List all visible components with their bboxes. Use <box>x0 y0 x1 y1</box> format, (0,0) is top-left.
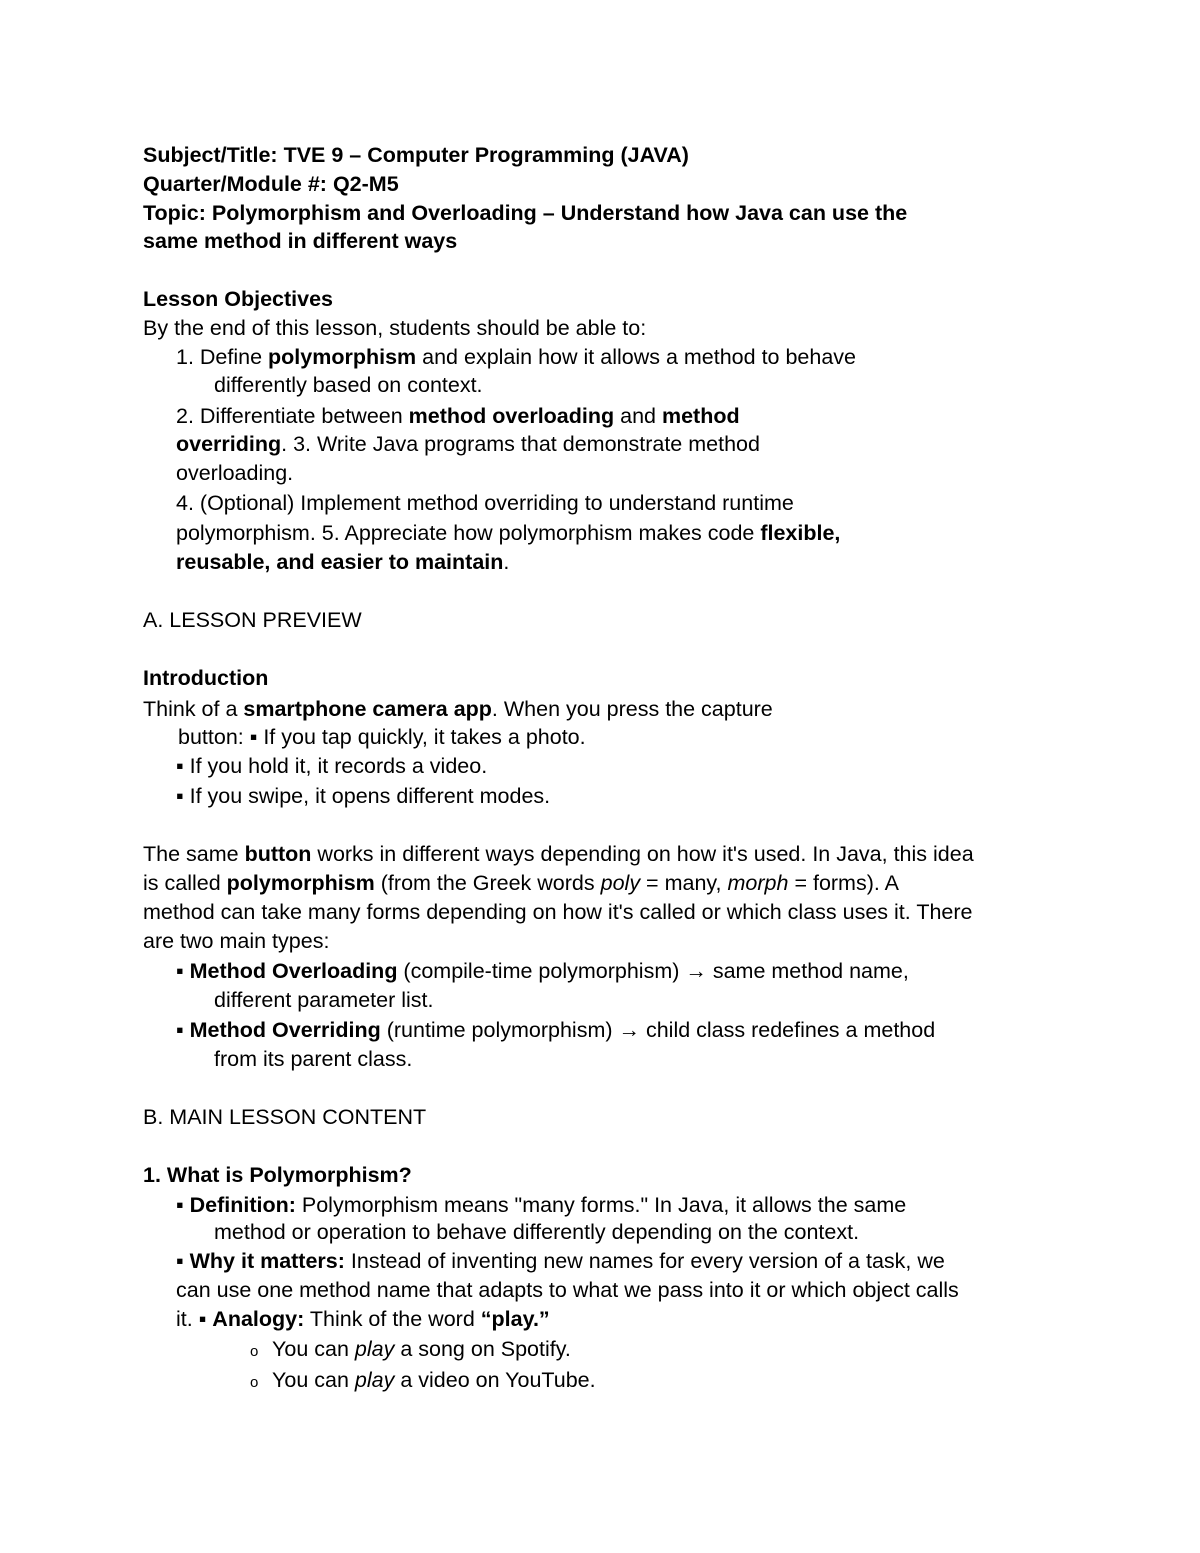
objectives-heading: Lesson Objectives <box>143 287 333 311</box>
type-overriding: ▪ Method Overriding (runtime polymorphism) → child class redefines a method <box>176 1018 936 1042</box>
type-overloading-cont: different parameter list. <box>214 988 434 1012</box>
objective-4-cont: polymorphism. 5. Appreciate how polymorphism makes code flexible, <box>176 521 841 545</box>
objective-2-cont: overriding. 3. Write Java programs that demonstrate method <box>176 432 760 456</box>
quarter-module: Quarter/Module #: Q2-M5 <box>143 172 399 196</box>
analogy-line: it. ▪ Analogy: Think of the word “play.” <box>176 1307 550 1331</box>
topic-line-2: same method in different ways <box>143 229 458 253</box>
objective-1: 1. Define polymorphism and explain how it allows a method to behave <box>176 345 857 369</box>
why-matters-line: ▪ Why it matters: Instead of inventing new names for every version of a task, we <box>176 1249 945 1273</box>
question-1-heading: 1. What is Polymorphism? <box>143 1163 412 1187</box>
polymorphism-para-4: are two main types: <box>143 929 330 953</box>
type-overloading: ▪ Method Overloading (compile-time polymorphism) → same method name, <box>176 959 909 983</box>
introduction-heading: Introduction <box>143 666 269 690</box>
definition-line: ▪ Definition: Polymorphism means "many forms." In Java, it allows the same <box>176 1193 907 1217</box>
polymorphism-para-3: method can take many forms depending on how it's called or which class uses it. There <box>143 900 973 924</box>
sub-bullet-marker: o <box>250 1343 259 1360</box>
analogy-sub-1: o You can play a song on Spotify. <box>250 1336 571 1365</box>
intro-paragraph: Think of a smartphone camera app. When you press the capture <box>143 697 773 721</box>
why-matters-cont: can use one method name that adapts to what we pass into it or which object calls <box>176 1278 959 1302</box>
intro-bullet-swipe: ▪ If you swipe, it opens different modes. <box>176 784 551 808</box>
sub-bullet-marker: o <box>250 1374 259 1391</box>
section-b-heading: B. MAIN LESSON CONTENT <box>143 1105 427 1129</box>
intro-bullet-hold: ▪ If you hold it, it records a video. <box>176 754 488 778</box>
objective-4: 4. (Optional) Implement method overriding to understand runtime <box>176 491 794 515</box>
subject-title: Subject/Title: TVE 9 – Computer Programming (JAVA) <box>143 143 689 167</box>
type-overriding-cont: from its parent class. <box>214 1047 413 1071</box>
objective-1-cont: differently based on context. <box>214 373 483 397</box>
definition-cont: method or operation to behave differently depending on the context. <box>214 1220 860 1244</box>
objective-2: 2. Differentiate between method overloading and method <box>176 404 740 428</box>
topic-line-1: Topic: Polymorphism and Overloading – Understand how Java can use the <box>143 201 908 225</box>
polymorphism-para-1: The same button works in different ways depending on how it's used. In Java, this idea <box>143 842 974 866</box>
objectives-intro: By the end of this lesson, students should be able to: <box>143 316 647 340</box>
intro-bullet-tap: button: ▪ If you tap quickly, it takes a photo. <box>178 725 586 749</box>
section-a-heading: A. LESSON PREVIEW <box>143 608 362 632</box>
objective-3-cont: overloading. <box>176 461 294 485</box>
analogy-sub-2: o You can play a video on YouTube. <box>250 1367 596 1396</box>
objective-5-cont: reusable, and easier to maintain. <box>176 550 510 574</box>
polymorphism-para-2: is called polymorphism (from the Greek words poly = many, morph = forms). A <box>143 871 899 895</box>
